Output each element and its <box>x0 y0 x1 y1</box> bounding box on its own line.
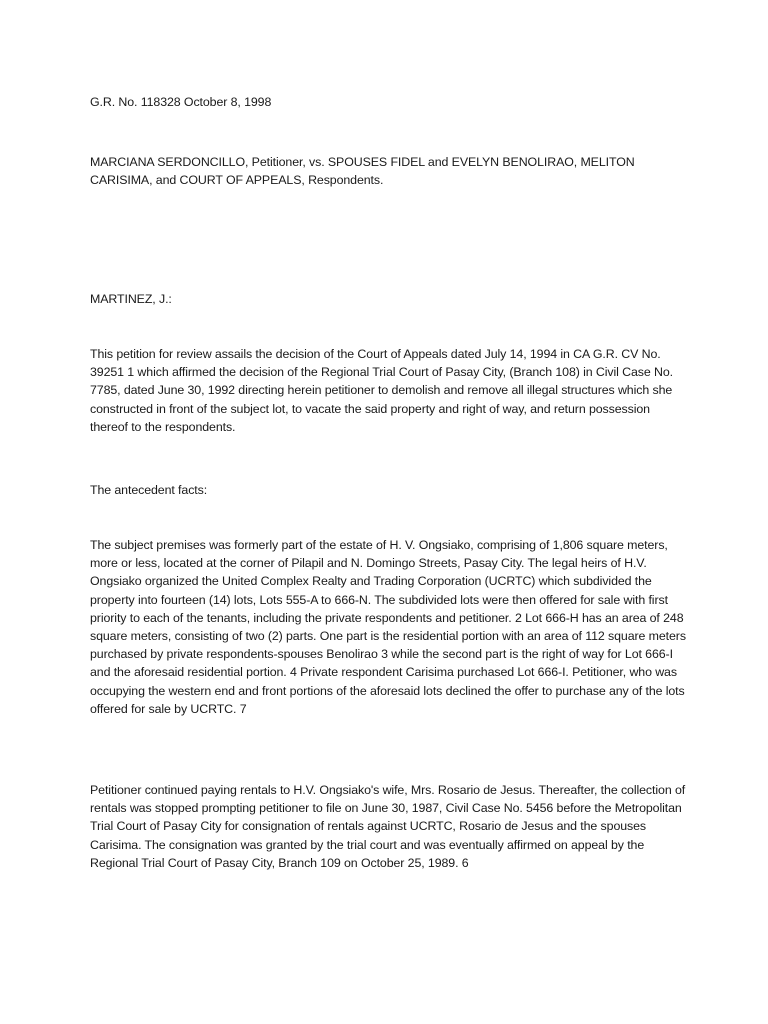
body-paragraph: The antecedent facts: <box>90 483 208 497</box>
case-caption: MARCIANA SERDONCILLO, Petitioner, vs. SPOUSES FIDEL and EVELYN BENOLIRAO, MELITON CARISIMA, and COURT OF APPEALS, Respondents. <box>90 155 635 188</box>
body-paragraph: This petition for review assails the decision of the Court of Appeals dated July 14, 1994 in CA G.R. CV No. 39251 1 which affirmed the decision of the Regional Trial Court of Pasay City, (Branch 108) in Civil Case No. 7785, dated June 30, 1992 directing herein petitioner to demolish and remove all illegal structures which she constructed in front of the subject lot, to vacate the said property and right of way, and return possession thereof to the respondents. <box>90 347 673 434</box>
case-number-heading: G.R. No. 118328 October 8, 1998 <box>90 95 272 109</box>
body-paragraph: Petitioner continued paying rentals to H.V. Ongsiako's wife, Mrs. Rosario de Jesus. Thereafter, the collection of rentals was stopped prompting petitioner to file on June 30, 1987, Civil Case No. 5456 before the Metropolitan Trial Court of Pasay City for consignation of rentals against UCRTC, Rosario de Jesus and the spouses Carisima. The consignation was granted by the trial court and was eventually affirmed on appeal by the Regional Trial Court of Pasay City, Branch 109 on October 25, 1989. 6 <box>90 783 686 870</box>
ponente-line: MARTINEZ, J.: <box>90 292 172 306</box>
body-paragraph: The subject premises was formerly part of the estate of H. V. Ongsiako, comprising of 1,806 square meters, more or less, located at the corner of Pilapil and N. Domingo Streets, Pasay City. The legal heirs of H.V. Ongsiako organized the United Complex Realty and Trading Corporation (UCRTC) which subdivided the property into fourteen (14) lots, Lots 555-A to 666-N. The subdivided lots were then offered for sale with first priority to each of the tenants, including the private respondents and petitioner. 2 Lot 666-H has an area of 248 square meters, consisting of two (2) parts. One part is the residential portion with an area of 112 square meters purchased by private respondents-spouses Benolirao 3 while the second part is the right of way for Lot 666-I and the aforesaid residential portion. 4 Private respondent Carisima purchased Lot 666-I. Petitioner, who was occupying the western end and front portions of the aforesaid lots declined the offer to purchase any of the lots offered for sale by UCRTC. 7 <box>90 538 686 716</box>
